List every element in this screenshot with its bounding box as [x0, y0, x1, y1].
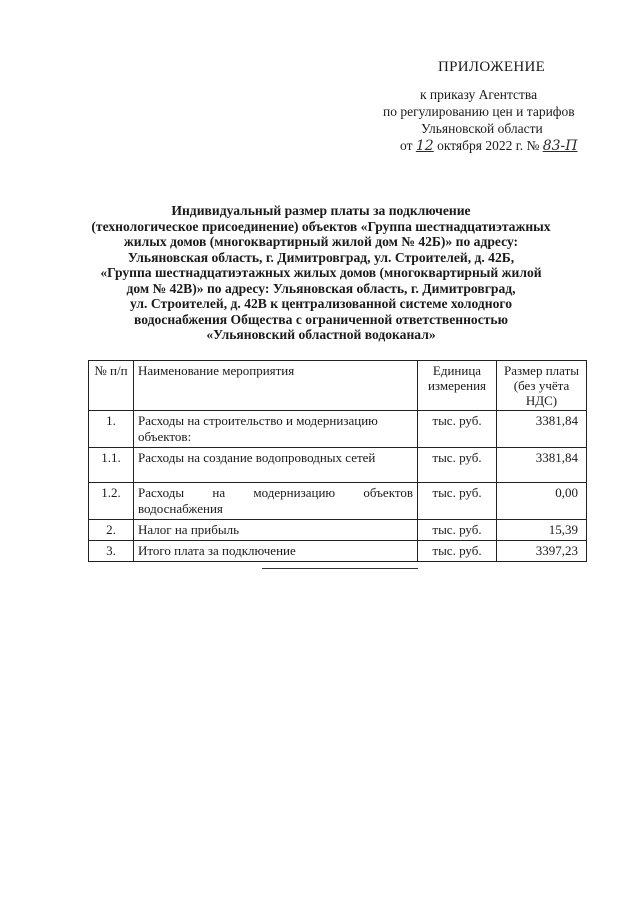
row-value: 3381,84	[497, 448, 587, 483]
row-value: 3397,23	[497, 541, 587, 562]
title-line: «Группа шестнадцатиэтажных жилых домов (многоквартирный жилой	[100, 265, 542, 280]
order-number: 83-П	[542, 138, 578, 154]
row-unit: тыс. руб.	[418, 541, 497, 562]
title-line: дом № 42В)» по адресу: Ульяновская область, г. Димитровград,	[126, 280, 516, 296]
appendix-line-3: Ульяновской области	[421, 121, 543, 136]
appendix-line-2: по регулированию цен и тарифов	[383, 104, 575, 119]
date-day: 12	[415, 138, 434, 154]
row-name: Расходы на строительство и модернизацию объектов:	[134, 411, 418, 448]
title-line: (технологическое присоединение) объектов «Группа шестнадцатиэтажных	[91, 218, 551, 234]
header-num: № п/п	[89, 361, 134, 411]
title-line: водоснабжения Общества с ограниченной ответственностью	[133, 311, 509, 327]
table-row	[89, 520, 587, 541]
appendix-line-1: к приказу Агентства	[420, 87, 538, 102]
row-num: 3.	[89, 541, 134, 562]
appendix-date-line	[400, 138, 578, 154]
row-num: 1.2.	[89, 483, 134, 520]
fee-table	[88, 360, 587, 562]
document-title	[60, 203, 582, 343]
row-value: 0,00	[497, 483, 587, 520]
table-header-row	[89, 361, 587, 411]
row-unit: тыс. руб.	[418, 520, 497, 541]
title-line: Индивидуальный размер платы за подключение	[171, 203, 471, 218]
row-unit: тыс. руб.	[418, 483, 497, 520]
header-name: Наименование мероприятия	[134, 361, 418, 411]
row-num: 1.1.	[89, 448, 134, 483]
row-num: 2.	[89, 520, 134, 541]
table-row	[89, 541, 587, 562]
title-line: жилых домов (многоквартирный жилой дом № 42Б)» по адресу:	[123, 234, 519, 249]
row-name: Итого плата за подключение	[134, 541, 418, 562]
row-num: 1.	[89, 411, 134, 448]
closing-rule	[262, 568, 418, 569]
row-value: 3381,84	[497, 411, 587, 448]
appendix-title: ПРИЛОЖЕНИЕ	[438, 59, 546, 75]
header-value: Размер платы (без учёта НДС)	[497, 361, 587, 411]
table-row	[89, 411, 587, 448]
row-unit: тыс. руб.	[418, 448, 497, 483]
title-line: «Ульяновский областной водоканал»	[206, 327, 436, 342]
title-line: ул. Строителей, д. 42В к централизованной системе холодного	[129, 296, 513, 311]
row-name: Расходы на модернизацию объектов водоснабжения	[134, 483, 418, 520]
title-line: Ульяновская область, г. Димитровград, ул. Строителей, д. 42Б,	[127, 249, 515, 265]
row-name: Налог на прибыль	[134, 520, 418, 541]
table-row	[89, 483, 587, 520]
row-value: 15,39	[497, 520, 587, 541]
header-unit: Единица измерения	[418, 361, 497, 411]
row-unit: тыс. руб.	[418, 411, 497, 448]
row-name: Расходы на создание водопроводных сетей	[134, 448, 418, 483]
date-rest: октября 2022 г. №	[437, 138, 540, 153]
table-row	[89, 448, 587, 483]
date-prefix: от	[400, 138, 413, 153]
